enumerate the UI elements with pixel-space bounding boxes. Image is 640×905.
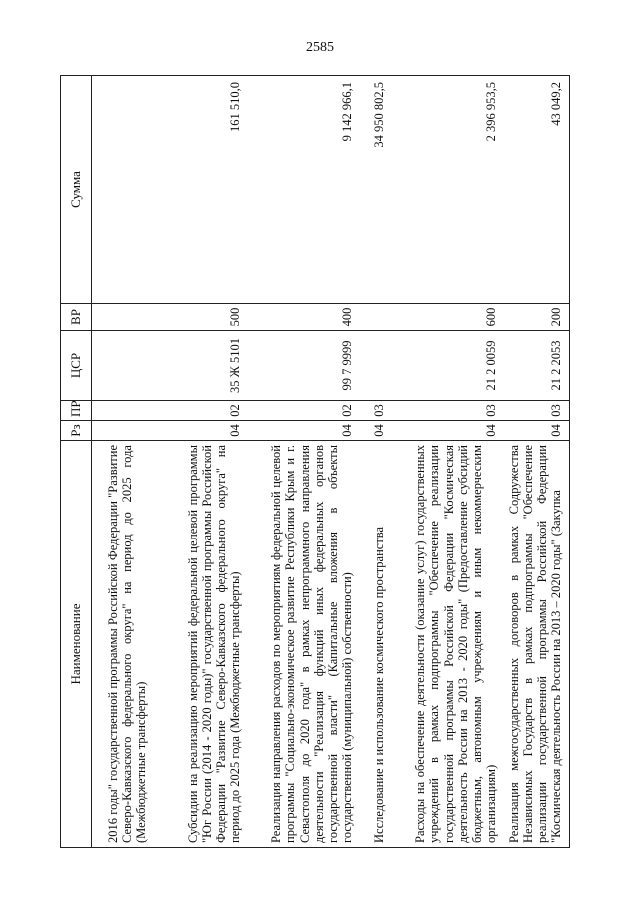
row-name: Реализация направления расходов по мероприятиям федеральной целевой программы "Социально-экономическое развитие Республики Крым и г. Севастополя до 2020 года" в рамках непрограммного направления деятельности "Реализация функций иных федеральных органов государственной власти" (Капитальные вложения в объекты государственной (муниципальной) собственности) [248, 441, 360, 848]
row-sum: 161 510,0 [154, 76, 248, 304]
row-csr: 21 2 0059 [392, 331, 504, 401]
table-row [360, 76, 392, 848]
row-vr: 600 [392, 304, 504, 331]
table-header-row [61, 76, 92, 848]
row-sum: 9 142 966,1 [248, 76, 360, 304]
row-pr: 03 [360, 401, 392, 421]
row-pr: 03 [504, 401, 570, 421]
row-name: Субсидии на реализацию мероприятий федеральной целевой программы "Юг России (2014 - 2020 годы)" государственной программы Российской Федерации "Развитие Северо-Кавказского федерального округа" на период до 2025 года (Межбюджетные трансферты) [154, 441, 248, 848]
row-rz: 04 [154, 421, 248, 441]
page-number: 2585 [306, 40, 334, 55]
row-csr: 21 2 2053 [504, 331, 570, 401]
header-vr: ВР [61, 304, 92, 331]
row-csr: 99 7 9999 [248, 331, 360, 401]
budget-table [60, 75, 570, 848]
row-rz [92, 421, 154, 441]
row-sum: 2 396 953,5 [392, 76, 504, 304]
row-vr: 400 [248, 304, 360, 331]
table-row [154, 76, 248, 848]
row-rz: 04 [504, 421, 570, 441]
row-vr [92, 304, 154, 331]
row-pr: 03 [392, 401, 504, 421]
row-pr: 02 [248, 401, 360, 421]
row-sum [92, 76, 154, 304]
row-vr [360, 304, 392, 331]
row-rz: 04 [392, 421, 504, 441]
rotated-page [60, 76, 568, 848]
row-name: Реализация межгосударственных договоров в рамках Содружества Независимых Государств в рамках подпрограммы "Обеспечение реализации государственной программы Российской Федерации "Космическая деятельность России на 2013 – 2020 годы" (Закупка [504, 441, 570, 848]
header-rz: Рз [61, 421, 92, 441]
table-row [92, 76, 154, 848]
row-vr: 500 [154, 304, 248, 331]
row-name: Исследование и использование космического пространства [360, 441, 392, 848]
row-vr: 200 [504, 304, 570, 331]
table-row [248, 76, 360, 848]
header-sum: Сумма [61, 76, 92, 304]
table-row [504, 76, 570, 848]
row-csr [92, 331, 154, 401]
header-pr: ПР [61, 401, 92, 421]
row-sum: 43 049,2 [504, 76, 570, 304]
row-pr [92, 401, 154, 421]
row-csr [360, 331, 392, 401]
row-sum: 34 950 802,5 [360, 76, 392, 304]
header-csr: ЦСР [61, 331, 92, 401]
row-csr: 35 Ж 5101 [154, 331, 248, 401]
row-pr: 02 [154, 401, 248, 421]
header-name: Наименование [61, 441, 92, 848]
row-rz: 04 [248, 421, 360, 441]
row-name: 2016 годы" государственной программы Российской Федерации "Развитие Северо-Кавказского федерального округа" на период до 2025 года (Межбюджетные трансферты) [92, 441, 154, 848]
row-name: Расходы на обеспечение деятельности (оказание услуг) государственных учреждений в рамках подпрограммы "Обеспечение реализации государственной программы Российской Федерации "Космическая деятельность России на 2013 - 2020 годы" (Предоставление субсидий бюджетным, автономным учреждениям и иным некоммерческим организациям) [392, 441, 504, 848]
table-row [392, 76, 504, 848]
row-rz: 04 [360, 421, 392, 441]
